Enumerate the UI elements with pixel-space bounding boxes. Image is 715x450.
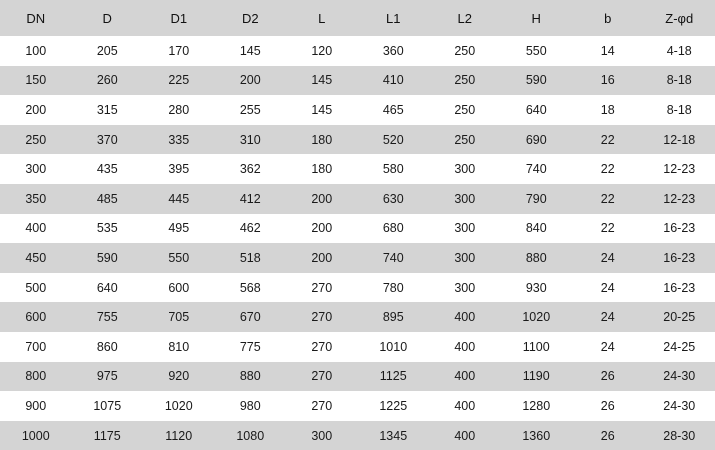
- table-cell: 640: [72, 273, 144, 303]
- table-cell: 20-25: [644, 302, 715, 332]
- table-cell: 200: [286, 184, 358, 214]
- table-cell: 22: [572, 125, 644, 155]
- column-header: D: [72, 0, 144, 36]
- table-cell: 810: [143, 332, 215, 362]
- table-cell: 900: [0, 391, 72, 421]
- table-cell: 12-23: [644, 184, 715, 214]
- table-cell: 980: [215, 391, 287, 421]
- table-cell: 790: [501, 184, 573, 214]
- table-cell: 255: [215, 95, 287, 125]
- table-cell: 775: [215, 332, 287, 362]
- table-cell: 500: [0, 273, 72, 303]
- column-header: DN: [0, 0, 72, 36]
- table-cell: 24: [572, 273, 644, 303]
- table-cell: 300: [429, 273, 501, 303]
- table-cell: 755: [72, 302, 144, 332]
- table-cell: 300: [429, 214, 501, 244]
- table-cell: 1020: [501, 302, 573, 332]
- table-cell: 600: [0, 302, 72, 332]
- table-cell: 410: [358, 66, 430, 96]
- table-cell: 395: [143, 154, 215, 184]
- table-cell: 22: [572, 184, 644, 214]
- table-cell: 4-18: [644, 36, 715, 66]
- table-cell: 145: [286, 66, 358, 96]
- table-cell: 450: [0, 243, 72, 273]
- table-cell: 1020: [143, 391, 215, 421]
- table-cell: 24-30: [644, 362, 715, 392]
- table-cell: 200: [286, 214, 358, 244]
- table-cell: 445: [143, 184, 215, 214]
- table-cell: 300: [429, 154, 501, 184]
- table-cell: 740: [358, 243, 430, 273]
- table-cell: 280: [143, 95, 215, 125]
- table-cell: 975: [72, 362, 144, 392]
- table-cell: 22: [572, 214, 644, 244]
- table-cell: 150: [0, 66, 72, 96]
- table-cell: 630: [358, 184, 430, 214]
- table-cell: 310: [215, 125, 287, 155]
- table-cell: 28-30: [644, 421, 715, 450]
- table-row: [0, 36, 715, 66]
- table-cell: 740: [501, 154, 573, 184]
- table-cell: 520: [358, 125, 430, 155]
- table-cell: 840: [501, 214, 573, 244]
- table-body: [0, 36, 715, 450]
- table-cell: 145: [215, 36, 287, 66]
- table-row: [0, 95, 715, 125]
- table-cell: 550: [143, 243, 215, 273]
- table-cell: 24-25: [644, 332, 715, 362]
- table-cell: 24: [572, 243, 644, 273]
- table-cell: 495: [143, 214, 215, 244]
- table-cell: 400: [429, 391, 501, 421]
- table-cell: 600: [143, 273, 215, 303]
- table-cell: 360: [358, 36, 430, 66]
- table-cell: 335: [143, 125, 215, 155]
- table-cell: 700: [0, 332, 72, 362]
- column-header: L1: [358, 0, 430, 36]
- table-cell: 200: [0, 95, 72, 125]
- table-cell: 670: [215, 302, 287, 332]
- table-cell: 120: [286, 36, 358, 66]
- table-cell: 1125: [358, 362, 430, 392]
- table-cell: 250: [429, 125, 501, 155]
- table-cell: 270: [286, 362, 358, 392]
- column-header: b: [572, 0, 644, 36]
- table-cell: 300: [0, 154, 72, 184]
- table-cell: 370: [72, 125, 144, 155]
- table-cell: 1175: [72, 421, 144, 450]
- table-cell: 400: [429, 332, 501, 362]
- table-cell: 300: [286, 421, 358, 450]
- table-row: [0, 154, 715, 184]
- table-cell: 435: [72, 154, 144, 184]
- table-cell: 1120: [143, 421, 215, 450]
- table-cell: 1225: [358, 391, 430, 421]
- table-cell: 880: [215, 362, 287, 392]
- table-cell: 1075: [72, 391, 144, 421]
- table-cell: 14: [572, 36, 644, 66]
- table-cell: 170: [143, 36, 215, 66]
- table-cell: 12-23: [644, 154, 715, 184]
- table-cell: 250: [429, 36, 501, 66]
- column-header: L: [286, 0, 358, 36]
- table-row: [0, 66, 715, 96]
- table-cell: 24: [572, 302, 644, 332]
- table-row: [0, 184, 715, 214]
- table-row: [0, 362, 715, 392]
- table-cell: 895: [358, 302, 430, 332]
- table-cell: 270: [286, 273, 358, 303]
- table-cell: 250: [0, 125, 72, 155]
- table-cell: 400: [429, 302, 501, 332]
- table-cell: 1000: [0, 421, 72, 450]
- table-cell: 225: [143, 66, 215, 96]
- table-cell: 1010: [358, 332, 430, 362]
- table-row: [0, 391, 715, 421]
- table-cell: 930: [501, 273, 573, 303]
- table-cell: 400: [429, 362, 501, 392]
- table-header: [0, 0, 715, 36]
- table-cell: 200: [215, 66, 287, 96]
- table-row: [0, 302, 715, 332]
- table-cell: 16-23: [644, 243, 715, 273]
- table-row: [0, 421, 715, 450]
- table-cell: 250: [429, 95, 501, 125]
- table-row: [0, 214, 715, 244]
- table-cell: 180: [286, 154, 358, 184]
- table-cell: 18: [572, 95, 644, 125]
- table-cell: 24-30: [644, 391, 715, 421]
- table-cell: 705: [143, 302, 215, 332]
- table-cell: 270: [286, 302, 358, 332]
- table-cell: 880: [501, 243, 573, 273]
- table-cell: 362: [215, 154, 287, 184]
- table-cell: 12-18: [644, 125, 715, 155]
- table-cell: 200: [286, 243, 358, 273]
- table-cell: 26: [572, 362, 644, 392]
- table-cell: 100: [0, 36, 72, 66]
- table-cell: 16: [572, 66, 644, 96]
- table-cell: 412: [215, 184, 287, 214]
- table-cell: 690: [501, 125, 573, 155]
- table-cell: 1345: [358, 421, 430, 450]
- table-cell: 800: [0, 362, 72, 392]
- column-header: H: [501, 0, 573, 36]
- table-cell: 860: [72, 332, 144, 362]
- table-cell: 550: [501, 36, 573, 66]
- table-cell: 16-23: [644, 273, 715, 303]
- table-row: [0, 273, 715, 303]
- table-cell: 485: [72, 184, 144, 214]
- table-cell: 22: [572, 154, 644, 184]
- table-header-row: [0, 0, 715, 36]
- column-header: D2: [215, 0, 287, 36]
- table-cell: 400: [429, 421, 501, 450]
- table-cell: 1360: [501, 421, 573, 450]
- table-cell: 8-18: [644, 66, 715, 96]
- table-cell: 920: [143, 362, 215, 392]
- table-cell: 1100: [501, 332, 573, 362]
- table-cell: 518: [215, 243, 287, 273]
- table-cell: 580: [358, 154, 430, 184]
- column-header: Z-φd: [644, 0, 715, 36]
- table-cell: 780: [358, 273, 430, 303]
- table-cell: 640: [501, 95, 573, 125]
- table-cell: 8-18: [644, 95, 715, 125]
- table-cell: 24: [572, 332, 644, 362]
- table-cell: 145: [286, 95, 358, 125]
- column-header: L2: [429, 0, 501, 36]
- table-cell: 300: [429, 243, 501, 273]
- table-cell: 180: [286, 125, 358, 155]
- table-row: [0, 125, 715, 155]
- table-cell: 1280: [501, 391, 573, 421]
- table-cell: 1080: [215, 421, 287, 450]
- table-cell: 590: [501, 66, 573, 96]
- table-cell: 250: [429, 66, 501, 96]
- table-cell: 680: [358, 214, 430, 244]
- table-cell: 535: [72, 214, 144, 244]
- table-cell: 270: [286, 391, 358, 421]
- table-cell: 350: [0, 184, 72, 214]
- table-row: [0, 243, 715, 273]
- table-cell: 16-23: [644, 214, 715, 244]
- table-cell: 26: [572, 421, 644, 450]
- table-cell: 462: [215, 214, 287, 244]
- table-cell: 260: [72, 66, 144, 96]
- table-cell: 568: [215, 273, 287, 303]
- table-cell: 1190: [501, 362, 573, 392]
- table-cell: 26: [572, 391, 644, 421]
- table-cell: 400: [0, 214, 72, 244]
- table-cell: 465: [358, 95, 430, 125]
- table-row: [0, 332, 715, 362]
- column-header: D1: [143, 0, 215, 36]
- table-cell: 205: [72, 36, 144, 66]
- table-cell: 270: [286, 332, 358, 362]
- table-cell: 590: [72, 243, 144, 273]
- table-cell: 300: [429, 184, 501, 214]
- table-cell: 315: [72, 95, 144, 125]
